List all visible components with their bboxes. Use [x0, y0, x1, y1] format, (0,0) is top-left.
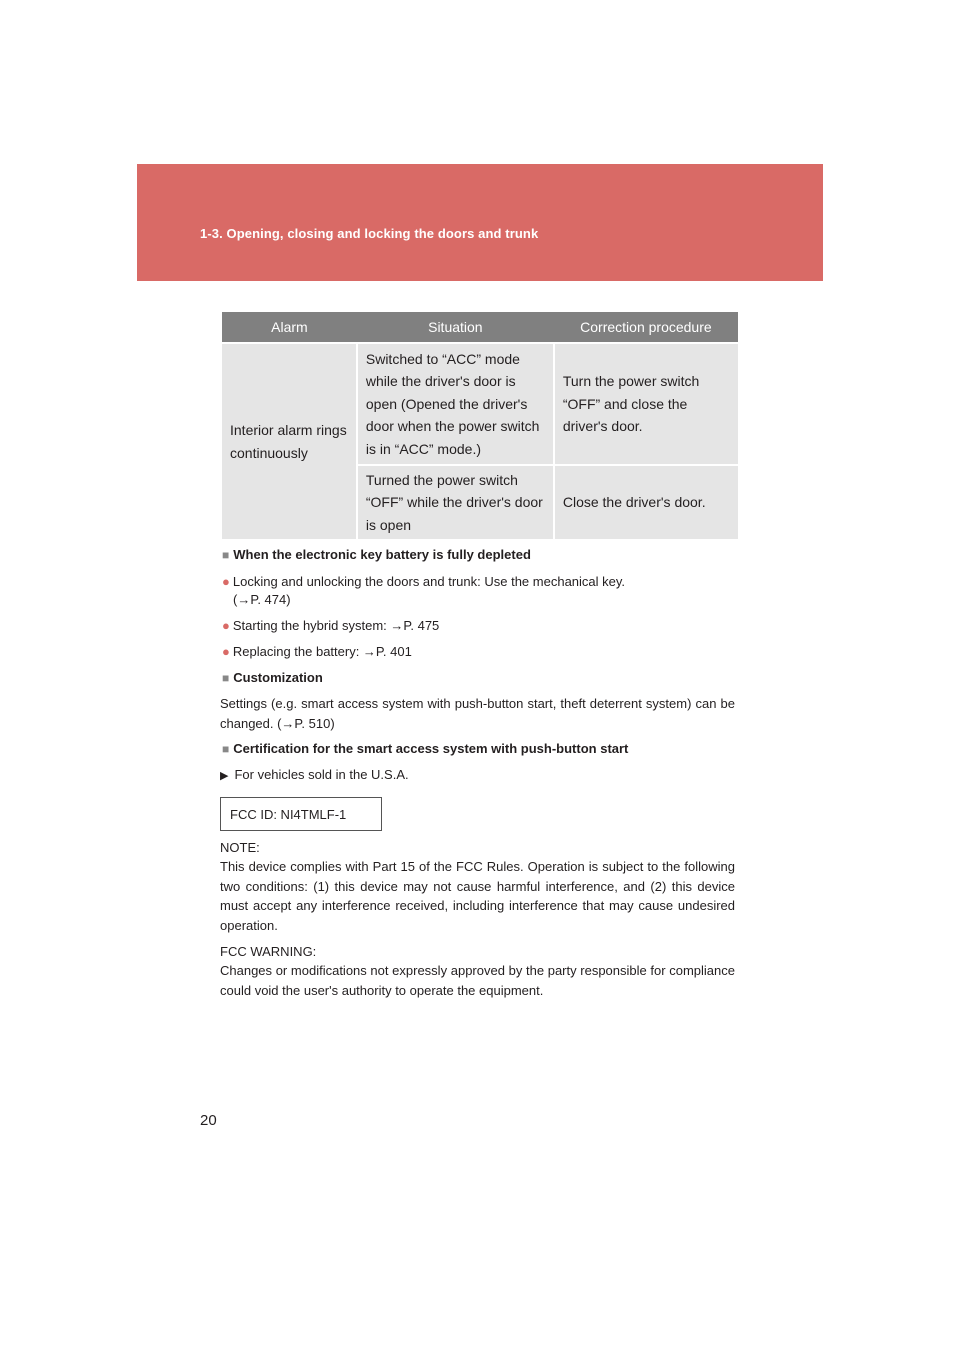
triangle-bullet-icon: ▶	[220, 770, 229, 782]
note-text: This device complies with Part 15 of the FCC Rules. Operation is subject to the following two conditions: (1) this device may not cause harmful interference, and (2) this device must accept any interference received, including interference that may cause undesired operation.	[220, 859, 735, 933]
table-row	[222, 343, 738, 465]
certification-heading-row	[222, 740, 628, 758]
circle-bullet-icon: ●	[222, 644, 230, 659]
column-header-alarm: Alarm	[222, 312, 357, 343]
circle-bullet-icon: ●	[222, 574, 230, 589]
note-title: NOTE:	[220, 840, 260, 855]
square-bullet-icon: ■	[222, 548, 230, 562]
situation-cell: Turned the power switch “OFF” while the driver's door is open	[357, 465, 554, 539]
correction-cell: Close the driver's door.	[554, 465, 738, 539]
list-item: ● Replacing the battery: →P. 401	[222, 644, 412, 659]
list-item-continuation: (→P. 474)	[233, 592, 291, 607]
warning-title: FCC WARNING:	[220, 944, 317, 959]
correction-cell: Turn the power switch “OFF” and close the driver's door.	[554, 343, 738, 465]
page-number: 20	[200, 1112, 217, 1129]
vehicles-line: ▶ For vehicles sold in the U.S.A.	[220, 767, 409, 782]
section-title: 1-3. Opening, closing and locking the doors and trunk	[200, 226, 539, 241]
certification-heading: Certification for the smart access system with push-button start	[233, 741, 629, 756]
header-band	[137, 164, 823, 281]
square-bullet-icon: ■	[222, 742, 230, 756]
alarm-cell: Interior alarm rings continuously	[222, 343, 357, 539]
customization-text: Settings (e.g. smart access system with push-button start, theft deterrent system) can be changed. (→P. 510)	[220, 696, 735, 731]
warning-text: Changes or modifications not expressly approved by the party responsible for compliance could void the user's authority to operate the equipment.	[220, 963, 735, 998]
customization-heading: Customization	[233, 670, 323, 685]
fcc-id-box: FCC ID: NI4TMLF-1	[220, 797, 382, 831]
circle-bullet-icon: ●	[222, 618, 230, 633]
table-header-row	[222, 312, 738, 343]
customization-heading-row	[222, 669, 323, 687]
battery-heading: When the electronic key battery is fully depleted	[233, 547, 531, 562]
list-item: ● Locking and unlocking the doors and trunk: Use the mechanical key.	[222, 574, 626, 589]
list-item: ● Starting the hybrid system: →P. 475	[222, 618, 440, 633]
battery-heading-row	[222, 546, 531, 564]
square-bullet-icon: ■	[222, 671, 230, 685]
alarm-table	[222, 312, 738, 539]
column-header-situation: Situation	[357, 312, 554, 343]
situation-cell: Switched to “ACC” mode while the driver's door is open (Opened the driver's door when the power switch is in “ACC” mode.)	[357, 343, 554, 465]
column-header-correction: Correction procedure	[554, 312, 738, 343]
